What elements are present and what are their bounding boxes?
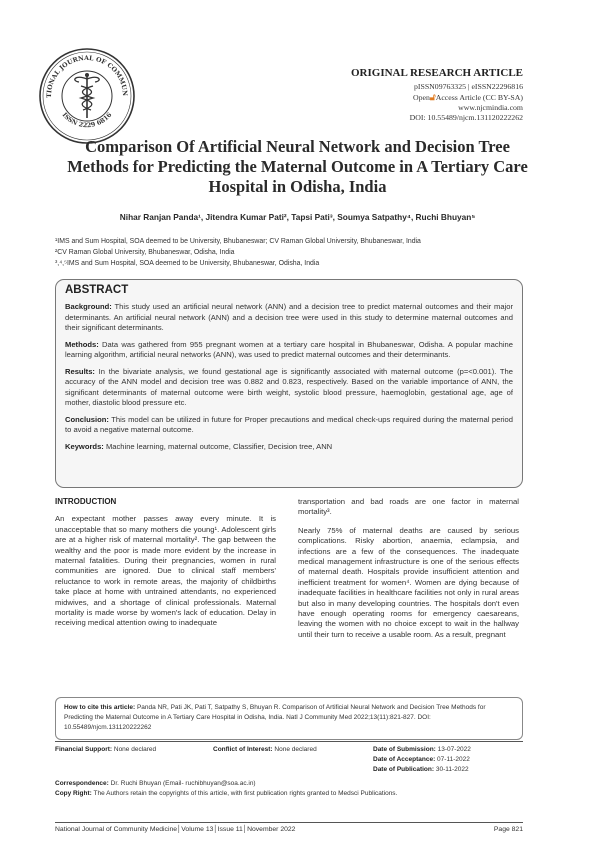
citation-label: How to cite this article: <box>64 704 136 711</box>
body-column-right <box>298 497 519 648</box>
support-value: None declared <box>112 746 157 753</box>
introduction-heading: INTRODUCTION <box>55 497 117 506</box>
conflict-label: Conflict of Interest: <box>213 746 273 753</box>
article-title: Comparison Of Artificial Neural Network and Decision Tree Methods for Predicting the Maternal Outcome in A Tertiary Care Hospital in Odisha, India <box>67 137 528 196</box>
abstract-methods <box>65 340 513 361</box>
publication-dates <box>373 745 471 774</box>
publication-value: 30-11-2022 <box>434 765 469 773</box>
header-meta <box>410 82 523 123</box>
copyright <box>55 789 397 799</box>
submission-value: 13-07-2022 <box>435 746 471 753</box>
abstract-conclusion <box>65 415 513 436</box>
results-text: In the bivariate analysis, we found gestational age is significantly associated with maternal outcome (p=<0.001). The accuracy of the ANN model and decision tree was 0.882 and 0.823, respectively. Based on the variable importance of ANN, the significant determinants of maternal outcome were birth weight, systolic blood pressure, haemoglobin, gestational age, age of mother, diastolic blood pressure etc. <box>65 366 513 407</box>
affiliations <box>55 236 421 269</box>
doi-link[interactable]: DOI: 10.55489/njcm.131120222262 <box>409 113 523 122</box>
methods-text: Data was gathered from 955 pregnant women at a tertiary care hospital in Bhubaneswar, Odisha. A popular machine learning algorithm, artificial neural networks (ANN), was used to predict maternal outcomes and their determinants. <box>65 339 513 359</box>
logo-text-top: TIONAL JOURNAL OF COMMUN <box>45 54 129 98</box>
results-label: Results: <box>65 366 95 376</box>
submission-label: Date of Submission: <box>373 746 436 753</box>
intro-paragraph-1: An expectant mother passes away every minute. It is unacceptable that so many mothers die young¹. Adolescent girls are at a higher risk of maternal mortality². The gap between the wealthy and the poor is made more evident by the increase in maternal fatalities. During their pregnancies, women in rural communities are ignored. Due to clinical staff members' reluctance to work in remote areas, the majority of childbirths take place at home with untrained attendants, no experienced midwives, and a shortage of clinical professionals. Maternal mortality is made worse by women's lack of education. Delay in receiving medical attention owing to inadequate <box>55 514 276 628</box>
publication-label: Date of Publication: <box>373 765 435 773</box>
date-acceptance <box>373 755 471 765</box>
website-link[interactable]: www.njcmindia.com <box>458 103 523 112</box>
correspondence-block <box>55 779 397 799</box>
info-divider <box>55 741 523 742</box>
footer-journal-info: National Journal of Community Medicine│Volume 13│Issue 11│November 2022 <box>55 826 296 833</box>
acceptance-value: 07-11-2022 <box>435 755 470 763</box>
date-publication <box>373 765 471 775</box>
footer-divider <box>55 822 523 823</box>
copyright-label: Copy Right: <box>55 789 92 797</box>
correspondence-value[interactable]: Dr. Ruchi Bhuyan (Email- ruchibhuyan@soa.ac.in) <box>108 780 256 787</box>
open-access-prefix: Open <box>412 93 430 102</box>
article-type: ORIGINAL RESEARCH ARTICLE <box>351 67 523 79</box>
support-label: Financial Support: <box>55 746 113 753</box>
intro-paragraph-2: Nearly 75% of maternal deaths are caused by serious complications. Risky abortion, anaemia, eclampsia, and infections are a few of the consequences. The inadequate medical management infrastructure is one of the serious effects of maternal death. Hospitals provide insufficient attention and inefficient treatment for women⁴. Women are dying because of inadequate facilities in healthcare facilities not only in rural areas but also in many developing countries. The hospitals don't even have enough operating rooms for emergency caesareans, leaving the women with no choice except to wait in the hallway until their turn to receive a usable room. As a result, pregnant <box>298 525 519 639</box>
acceptance-label: Date of Acceptance: <box>373 755 436 763</box>
citation-box <box>55 697 523 740</box>
abstract-keywords <box>65 442 513 453</box>
background-label: Background: <box>65 302 112 311</box>
background-text: This study used an artificial neural network (ANN) and a decision tree to predict maternal outcomes and their major determinants. An artificial neural network (ANN) and a decision tree were used in this study to determine maternal outcomes and their significant determinants. <box>65 302 513 332</box>
body-column-left <box>55 497 276 637</box>
date-submission <box>373 745 471 755</box>
author-list: Nihar Ranjan Panda¹, Jitendra Kumar Pati², Tapsi Pati³, Soumya Satpathy⁴, Ruchi Bhuyan⁵ <box>119 212 476 222</box>
open-access <box>410 92 523 103</box>
page-number: Page 821 <box>493 826 523 833</box>
affiliation-3: ³,⁴,⁵IMS and Sum Hospital, SOA deemed to be University, Bhubaneswar, Odisha, India <box>55 260 320 267</box>
conflict-of-interest <box>213 745 317 755</box>
journal-seal-icon <box>37 46 137 146</box>
journal-logo <box>37 46 137 146</box>
abstract-background <box>65 302 513 334</box>
abstract-box <box>55 279 523 488</box>
keywords-label: Keywords: <box>65 441 104 451</box>
financial-support <box>55 745 156 755</box>
affiliation-2: ²CV Raman Global University, Bhubaneswar, Odisha, India <box>55 249 235 256</box>
conflict-value: None declared <box>272 746 317 753</box>
abstract-heading: ABSTRACT <box>65 284 129 296</box>
svg-text:NATIONAL JOURNAL OF COMMUNITY <box>37 46 128 98</box>
open-access-suffix: Access Article (CC BY-SA) <box>435 93 523 102</box>
methods-label: Methods: <box>65 339 99 349</box>
correspondence <box>55 779 397 789</box>
conclusion-label: Conclusion: <box>65 414 109 424</box>
copyright-value: The Authors retain the copyrights of this article, with first publication rights granted to Medsci Publications. <box>91 789 398 797</box>
conclusion-text: This model can be utilized in future for Proper precautions and medical check-ups required during the maternal period to avoid a negative maternal outcome. <box>65 414 513 434</box>
correspondence-label: Correspondence: <box>55 780 109 787</box>
citation-text: Panda NR, Pati JK, Pati T, Satpathy S, Bhuyan R. Comparison of Artificial Neural Network and Decision Tree Methods for Predicting the Maternal Outcome in A Tertiary Care Hospital in Odisha, India. Natl J Community Med 2022;13(11):821-827. DOI: 10.55489/njcm.131120222262 <box>64 704 486 731</box>
keywords-text: Machine learning, maternal outcome, Classifier, Decision tree, ANN <box>103 441 333 451</box>
abstract-results <box>65 367 513 409</box>
open-access-lock-icon: 🔓︎ <box>429 92 436 102</box>
issn: pISSN09763325 | eISSN22296816 <box>414 82 523 91</box>
intro-paragraph-1-cont: transportation and bad roads are one factor in maternal mortality³. <box>298 497 519 517</box>
logo-text-bottom: ISSN 2229 6816 <box>60 111 114 130</box>
affiliation-1: ¹IMS and Sum Hospital, SOA deemed to be University, Bhubaneswar; CV Raman Global University, Bhubaneswar, India <box>55 238 421 245</box>
